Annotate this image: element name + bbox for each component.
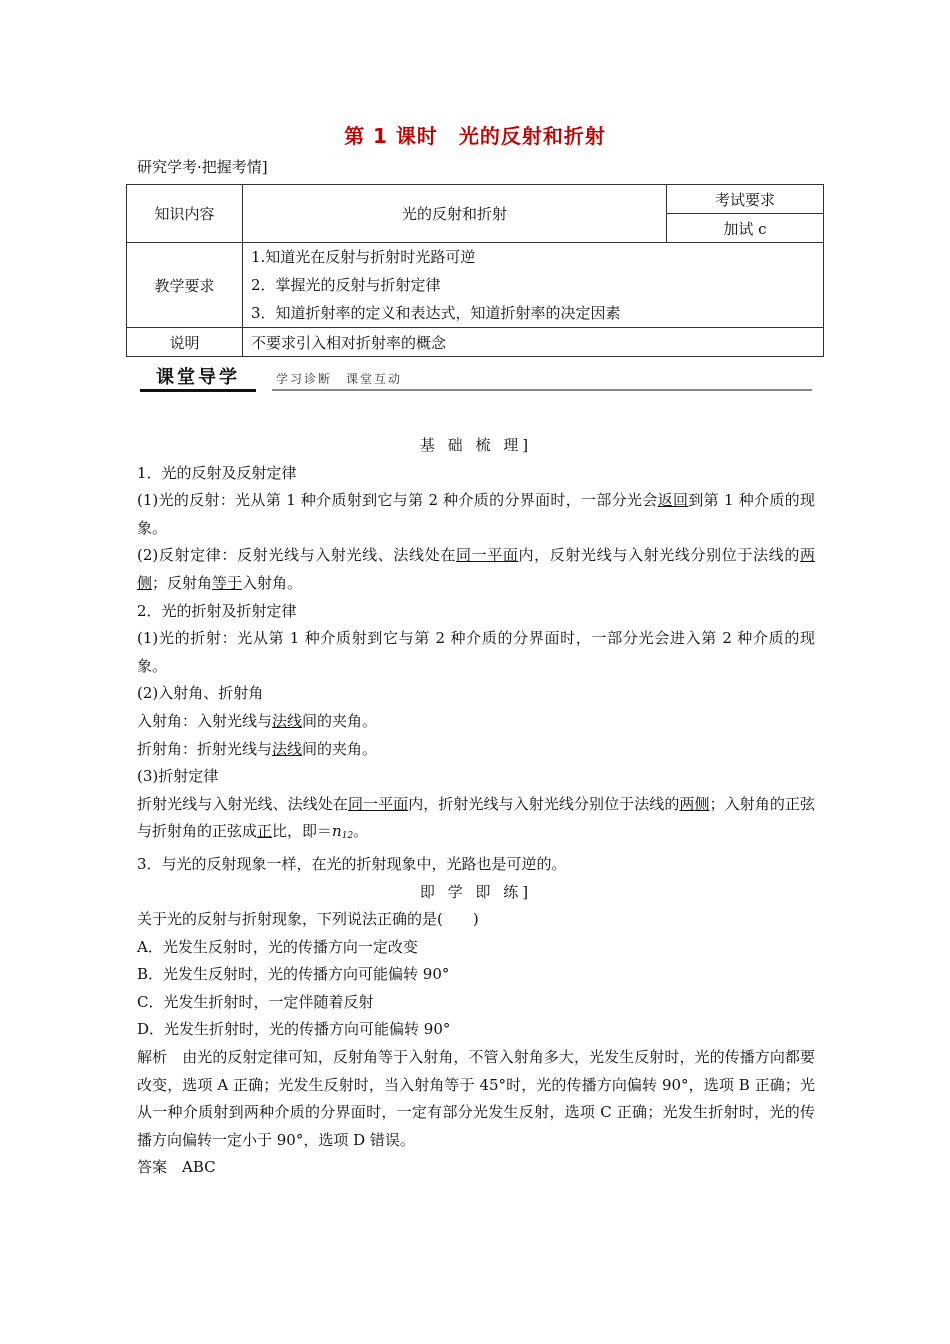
fill-blank: 两侧 (137, 546, 815, 592)
banner-title: 课堂导学 (156, 367, 240, 388)
page-title: 第 1 课时 光的反射和折射 (344, 124, 606, 148)
banner-rule (272, 389, 812, 391)
note-label: 说明 (127, 328, 243, 357)
knowledge-label: 知识内容 (127, 185, 243, 243)
section-title-practice: 即 学 即 练] (419, 882, 533, 901)
answer: 答案 ABC (137, 1158, 216, 1177)
paragraph-refraction-law-heading: (3)折射定律 (137, 767, 219, 786)
teaching-item: 1.知道光在反射与折射时光路可逆 (251, 248, 476, 266)
heading-refraction: 2．光的折射及折射定律 (137, 601, 297, 620)
knowledge-value: 光的反射和折射 (243, 185, 667, 243)
option-a: A．光发生反射时，光的传播方向一定改变 (137, 937, 418, 956)
paragraph-reflection-law: (2)反射定律：反射光线与入射光线、法线处在同一平面内，反射光线与入射光线分别位于法线的两侧；反射角等于入射角。 (137, 546, 815, 592)
exam-requirement-value: 加试 c (667, 214, 824, 243)
banner-underline (140, 389, 256, 392)
paragraph-refraction: (1)光的折射：光从第 1 种介质射到它与第 2 种介质的分界面时，一部分光会进入第 2 种介质的现象。 (137, 629, 815, 675)
section-title-basics: 基 础 梳 理] (419, 436, 533, 454)
section-banner (140, 366, 812, 392)
option-c: C．光发生折射时，一定伴随着反射 (137, 992, 374, 1011)
teaching-item: 2．掌握光的反射与折射定律 (251, 276, 441, 294)
fill-blank: 法线 (272, 739, 303, 758)
fill-blank: 正 (257, 822, 273, 841)
paragraph-refraction-angle: 折射角：折射光线与法线间的夹角。 (137, 739, 378, 758)
exam-requirement-label: 考试要求 (667, 185, 824, 214)
option-d: D．光发生折射时，光的传播方向可能偏转 90° (137, 1020, 451, 1039)
heading-reflection: 1．光的反射及反射定律 (137, 463, 297, 482)
paragraph-incidence-angle: 入射角：入射光线与法线间的夹角。 (137, 711, 378, 730)
paragraph-angles: (2)入射角、折射角 (137, 684, 264, 703)
fill-blank: 返回 (657, 491, 689, 510)
fill-blank: 同一平面 (347, 794, 409, 813)
lesson-content (137, 432, 815, 1182)
paragraph-reversibility: 3．与光的反射现象一样，在光的折射现象中，光路也是可逆的。 (137, 854, 567, 873)
question-stem: 关于光的反射与折射现象，下列说法正确的是( ) (137, 910, 479, 929)
section-subheading: 研究学考·把握考情] (137, 158, 268, 176)
analysis: 解析 由光的反射定律可知，反射角等于入射角，不管入射角多大，光发生反射时，光的传播方向都要改变，选项 A 正确；光发生反射时，当入射角等于 45°时，光的传播方向偏转 90°，选项 B 正确；光从一种介质射到两种介质的分界面时，一定有部分光发生反射，选项 C 正确；光发生折射时，光的传播方向偏转一定小于 90°，选项 D 错误。 (137, 1048, 815, 1149)
option-b: B．光发生反射时，光的传播方向可能偏转 90° (137, 965, 450, 984)
paragraph-reflection: (1)光的反射：光从第 1 种介质射到它与第 2 种介质的分界面时，一部分光会返回到第 1 种介质的现象。 (137, 491, 815, 537)
teaching-requirements (243, 243, 824, 328)
paragraph-refraction-law: 折射光线与入射光线、法线处在同一平面内，折射光线与入射光线分别位于法线的两侧；入射角的正弦与折射角的正弦成正比，即$=n_{12}$。 (137, 794, 815, 842)
fill-blank: 法线 (272, 711, 303, 730)
teaching-item: 3．知道折射率的定义和表达式，知道折射率的决定因素 (251, 304, 621, 322)
note-value: 不要求引入相对折射率的概念 (243, 328, 824, 357)
fill-blank: 两侧 (679, 794, 710, 813)
teaching-label: 教学要求 (127, 243, 243, 328)
banner-subtitle: 学习诊断 课堂互动 (276, 372, 403, 386)
fill-blank: 等于 (212, 573, 243, 592)
requirements-table (126, 184, 824, 357)
fill-blank: 同一平面 (455, 546, 519, 565)
